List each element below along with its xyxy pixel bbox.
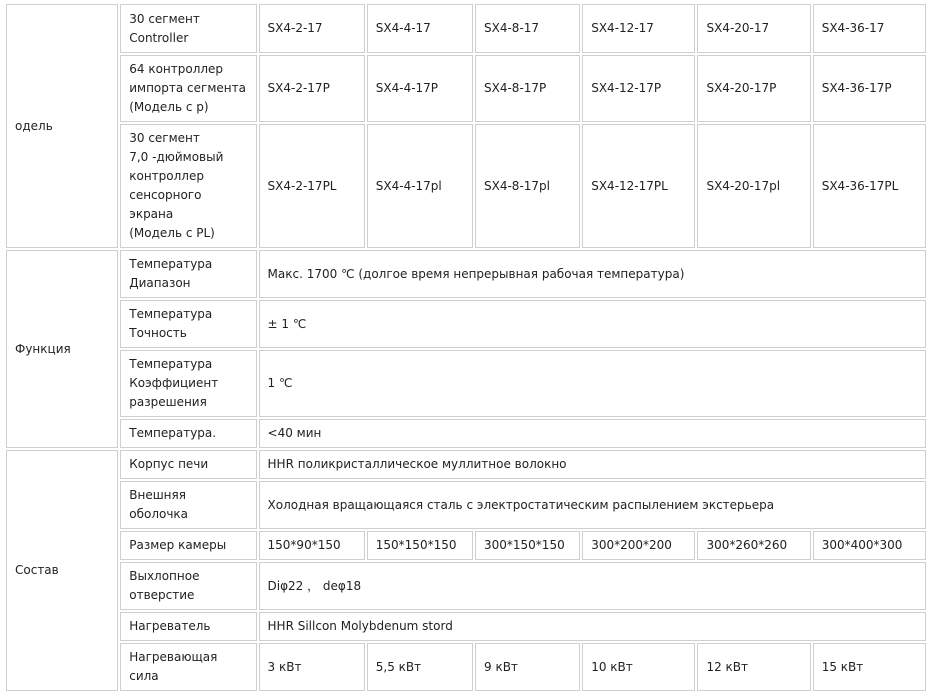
param-label: Температура Диапазон — [120, 250, 256, 298]
value-cell-wide: ± 1 ℃ — [259, 300, 926, 348]
table-row — [6, 481, 926, 529]
table-row — [6, 300, 926, 348]
value-cell: 5,5 кВт — [367, 643, 473, 691]
value-cell: 3 кВт — [259, 643, 365, 691]
param-label: 30 сегмент 7,0 -дюймовый контроллер сенсорного экрана (Модель с PL) — [120, 124, 256, 248]
value-cell-wide: Холодная вращающаяся сталь с электростатическим распылением экстерьера — [259, 481, 926, 529]
value-cell: SX4-12-17P — [582, 55, 695, 122]
value-cell: SX4-4-17 — [367, 4, 473, 53]
value-cell: 300*200*200 — [582, 531, 695, 560]
table-row — [6, 643, 926, 691]
param-label: Температура Коэффициент разрешения — [120, 350, 256, 417]
value-cell: SX4-8-17 — [475, 4, 580, 53]
value-cell: SX4-20-17P — [697, 55, 810, 122]
param-label: Внешняя оболочка — [120, 481, 256, 529]
value-cell: SX4-12-17PL — [582, 124, 695, 248]
value-cell: SX4-20-17pl — [697, 124, 810, 248]
group-label-composition: Состав — [6, 450, 118, 691]
value-cell: 300*260*260 — [697, 531, 810, 560]
value-cell-wide: HHR поликристаллическое муллитное волокно — [259, 450, 926, 479]
value-cell-wide: HHR Sillcon Molybdenum stord — [259, 612, 926, 641]
table-row — [6, 450, 926, 479]
value-cell-wide: 1 ℃ — [259, 350, 926, 417]
param-label: Размер камеры — [120, 531, 256, 560]
param-label: Выхлопное отверстие — [120, 562, 256, 610]
value-cell-wide: Макс. 1700 ℃ (долгое время непрерывная рабочая температура) — [259, 250, 926, 298]
group-label-function: Функция — [6, 250, 118, 448]
value-cell: SX4-20-17 — [697, 4, 810, 53]
value-cell: SX4-36-17 — [813, 4, 926, 53]
param-label: 30 сегмент Controller — [120, 4, 256, 53]
value-cell: 300*150*150 — [475, 531, 580, 560]
value-cell: 150*90*150 — [259, 531, 365, 560]
table-row — [6, 612, 926, 641]
table-row — [6, 531, 926, 560]
param-label: Нагревающая сила — [120, 643, 256, 691]
value-cell: SX4-12-17 — [582, 4, 695, 53]
value-cell: SX4-4-17pl — [367, 124, 473, 248]
value-cell: SX4-36-17P — [813, 55, 926, 122]
value-cell: SX4-2-17PL — [259, 124, 365, 248]
spec-table — [4, 2, 928, 693]
table-row — [6, 4, 926, 53]
value-cell: SX4-2-17P — [259, 55, 365, 122]
table-row — [6, 124, 926, 248]
value-cell-wide: <40 мин — [259, 419, 926, 448]
value-cell: 300*400*300 — [813, 531, 926, 560]
param-label: Температура Точность — [120, 300, 256, 348]
value-cell: SX4-2-17 — [259, 4, 365, 53]
value-cell: 10 кВт — [582, 643, 695, 691]
table-row — [6, 562, 926, 610]
value-cell: SX4-4-17P — [367, 55, 473, 122]
table-row — [6, 419, 926, 448]
param-label: 64 контроллер импорта сегмента (Модель с p) — [120, 55, 256, 122]
value-cell-wide: Diφ22 ， deφ18 — [259, 562, 926, 610]
group-label-model: одель — [6, 4, 118, 248]
param-label: Корпус печи — [120, 450, 256, 479]
value-cell: SX4-8-17P — [475, 55, 580, 122]
value-cell: 15 кВт — [813, 643, 926, 691]
table-row — [6, 55, 926, 122]
value-cell: 9 кВт — [475, 643, 580, 691]
param-label: Нагреватель — [120, 612, 256, 641]
param-label: Температура. — [120, 419, 256, 448]
value-cell: 12 кВт — [697, 643, 810, 691]
table-row — [6, 350, 926, 417]
value-cell: SX4-8-17pl — [475, 124, 580, 248]
table-row — [6, 250, 926, 298]
value-cell: 150*150*150 — [367, 531, 473, 560]
value-cell: SX4-36-17PL — [813, 124, 926, 248]
